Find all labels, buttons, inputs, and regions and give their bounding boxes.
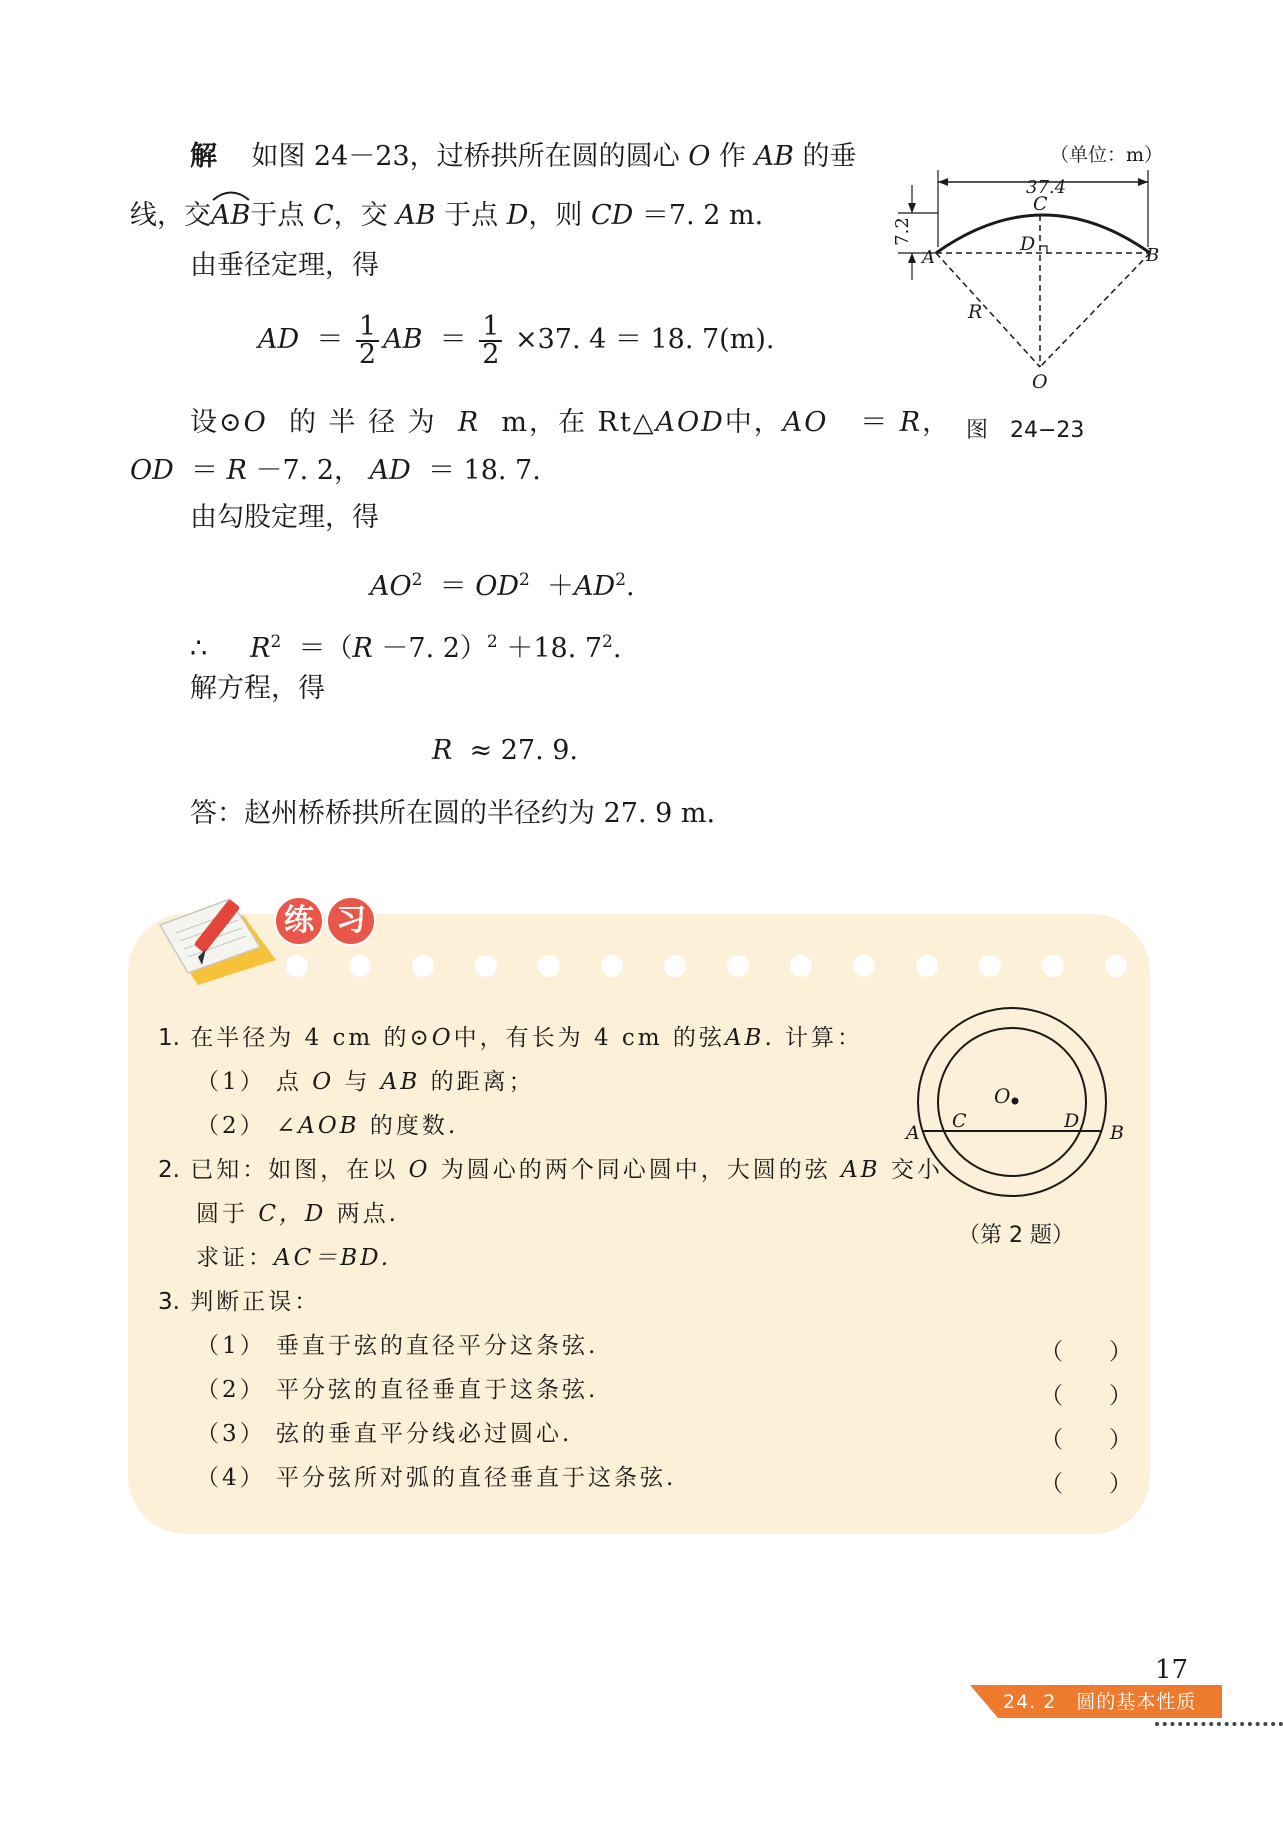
- decor-dot: [475, 955, 497, 977]
- figure-label-b: B: [1146, 245, 1160, 266]
- solution-line-1: 解 如图 24－23，过桥拱所在圆的圆心 O 作 AB 的垂: [190, 141, 857, 172]
- answer-blank-1[interactable]: （ ）: [1040, 1339, 1132, 1365]
- answer-line: 答：赵州桥桥拱所在圆的半径约为 27. 9 m.: [190, 798, 716, 829]
- answer-blank-4[interactable]: （ ）: [1040, 1471, 1132, 1497]
- decor-dot: [538, 955, 560, 977]
- question-3-item-2: （2） 平分弦的直径垂直于这条弦.: [196, 1377, 599, 1403]
- fraction-half-2: $\frac{1}{2}$: [479, 314, 502, 368]
- fig2-label-b: B: [1110, 1122, 1124, 1144]
- solution-line-6: 由勾股定理，得: [190, 502, 379, 533]
- question-2: 2. 已知：如图，在以 O 为圆心的两个同心圆中，大圆的弦 AB 交小: [158, 1157, 943, 1183]
- notepad-pencil-icon: [148, 885, 288, 995]
- equation-2: $AO^2 = OD^2 +AD^2$.: [370, 570, 635, 602]
- page-number: 17: [1155, 1655, 1189, 1685]
- practice-title-1: 练: [274, 896, 324, 946]
- question-3-item-4: （4） 平分弦所对弧的直径垂直于这条弦.: [196, 1465, 677, 1491]
- question-3-item-1: （1） 垂直于弦的直径平分这条弦.: [196, 1333, 599, 1359]
- figure-caption: 图 24−23: [966, 418, 1085, 443]
- decor-dot: [412, 955, 434, 977]
- answer-blank-3[interactable]: （ ）: [1040, 1427, 1132, 1453]
- fig2-label-o: O: [994, 1084, 1011, 1108]
- question-3: 3. 判断正误：: [158, 1289, 321, 1315]
- equation-3: ∴ $R^2 =(R -7$. 2）$^2$ ＋18. $7^2$.: [190, 632, 622, 664]
- section-footer-text: 24. 2 圆的基本性质: [1003, 1691, 1197, 1713]
- solution-label: 解: [190, 141, 217, 172]
- solution-line-2: 线，交 AB于点 C，交 AB 于点 D，则 CD ＝7. 2 m.: [130, 199, 763, 233]
- footer-dotted-rule: [1155, 1722, 1283, 1726]
- figure-label-d: D: [1020, 233, 1036, 255]
- question-3-item-3: （3） 弦的垂直平分线必过圆心.: [196, 1421, 573, 1447]
- figure-unit: （单位：m）: [1050, 144, 1164, 166]
- question-1-part-1: （1） 点 O 与 AB 的距离；: [196, 1069, 535, 1095]
- figure-label-o: O: [1032, 371, 1048, 393]
- decor-dot: [790, 955, 812, 977]
- equation-4: R ≈ 27. 9.: [432, 735, 579, 766]
- decor-dot: [979, 955, 1001, 977]
- solution-line-7: 解方程，得: [190, 673, 325, 704]
- fraction-half: $\frac{1}{2}$: [356, 314, 379, 368]
- fig2-label-c: C: [952, 1110, 967, 1132]
- solution-line-5: OD ＝ R －7. 2， AD ＝ 18. 7.: [130, 455, 541, 486]
- solution-line-3: 由垂径定理，得: [190, 250, 379, 281]
- equation-1: AD ＝ $\frac{1}{2}$ AB ＝ $\frac{1}{2}$ ×37. 4 ＝ 18. 7(m).: [258, 310, 775, 370]
- decor-dot: [727, 955, 749, 977]
- question-2-line-2: 圆于 C，D 两点.: [196, 1201, 399, 1227]
- decor-dot: [1105, 955, 1127, 977]
- figure-label-r: R: [968, 301, 983, 323]
- fig2-label-d: D: [1064, 1110, 1080, 1132]
- figure-label-height: 7.2: [891, 217, 913, 246]
- bridge-arch-diagram: [890, 135, 1190, 405]
- answer-blank-2[interactable]: （ ）: [1040, 1383, 1132, 1409]
- decor-dot: [349, 955, 371, 977]
- decor-dot: [1042, 955, 1064, 977]
- figure-label-c: C: [1033, 193, 1048, 215]
- arc-hat-icon: [211, 187, 251, 201]
- decor-dot: [601, 955, 623, 977]
- figure-question-2: [900, 1000, 1140, 1270]
- figure-24-23: [890, 135, 1190, 455]
- decor-dot: [664, 955, 686, 977]
- fig2-label-a: A: [906, 1122, 920, 1144]
- figure-label-a: A: [922, 247, 935, 268]
- arc-ab: AB: [211, 199, 250, 233]
- decor-dot: [916, 955, 938, 977]
- practice-title-2: 习: [326, 896, 376, 946]
- figure-label-span: 37.4: [1026, 177, 1067, 198]
- decor-dot: [286, 955, 308, 977]
- fig2-caption: （第 2 题）: [958, 1223, 1074, 1248]
- question-1-part-2: （2） ∠AOB 的度数.: [196, 1113, 459, 1139]
- decor-dot: [853, 955, 875, 977]
- concentric-circles-diagram: [900, 1000, 1140, 1210]
- solution-line-4: 设⊙O 的 半 径 为 R m，在 Rt△AOD中，AO ＝ R，: [190, 407, 952, 438]
- question-2-line-3: 求证：AC＝BD.: [196, 1245, 392, 1271]
- question-1: 1. 在半径为 4 cm 的⊙O中，有长为 4 cm 的弦AB. 计算：: [158, 1025, 864, 1051]
